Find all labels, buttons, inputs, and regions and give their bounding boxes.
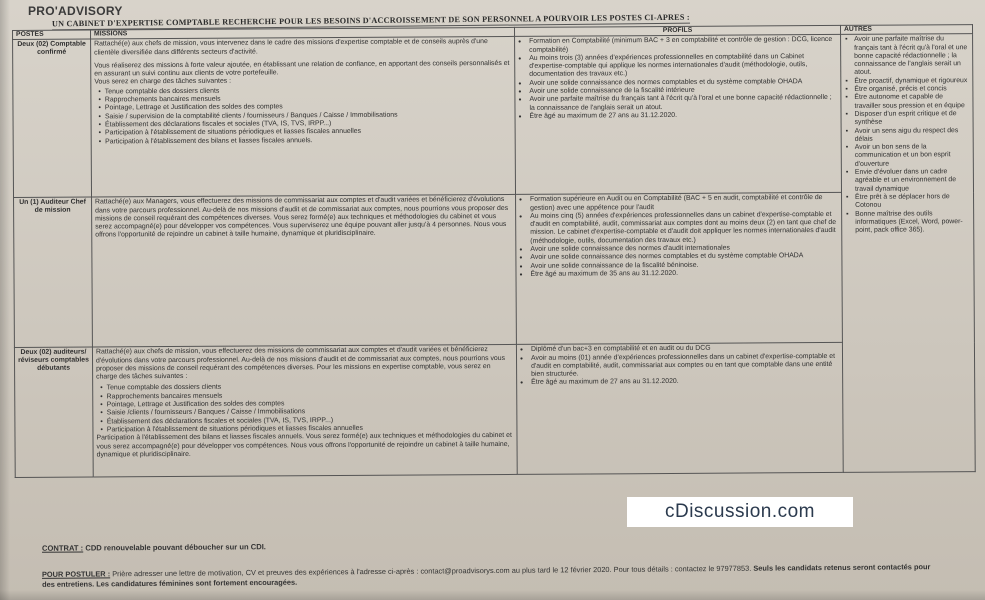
mission-text: Rattaché(e) aux chefs de mission, vous effectuerez des missions de commissariat aux comptes et d'audit variées et bénéficierez d'évolutions dans votre parcours professionnel. Au-delà de nos missions d'audit et de commissariat aux comptes, nous pourrions vous proposer des missions de conseil requérant des compétences diverses. Pour les missions en expertise comptable, vous serez en charge des tâches suivantes : (95, 346, 506, 381)
list-item: ▪ Être proactif, dynamique et rigoureux (844, 77, 969, 86)
apply-text: Prière adresser une lettre de motivation, CV et preuves des expériences à l'adresse ci-après : contact@proadvisorys.com au plus tard le 12 février 2020. Pour tous détails : contactez le 97977853. (110, 563, 752, 579)
list-item: ● Être âgé au maximum de 27 ans au 31.12.2020. (519, 111, 838, 121)
list-item: ▪ Disposer d'un esprit critique et de synthèse (845, 110, 970, 127)
poste-cell: Un (1) Auditeur Chef de mission (14, 197, 93, 347)
list-item: • Tenue comptable des dossiers clients (100, 382, 513, 393)
page-shadow (0, 590, 985, 600)
list-item: ● Avoir une solide connaissance des normes comptables et du système comptable OHADA (519, 252, 838, 262)
table-row (14, 342, 975, 478)
headline: UN CABINET D'EXPERTISE COMPTABLE RECHERCHE POUR LES BESOINS D'ACCROISSEMENT DE SON PERSONNEL A POURVOIR LES POSTES CI-APRES : (51, 12, 690, 29)
list-item: ● Diplômé d'un bac+3 en comptabilité et en audit ou du DCG (520, 344, 839, 354)
list-item: ● Avoir une solide connaissance des normes d'audit internationales (519, 244, 838, 254)
list-item: ● Avoir une solide connaissance de la fiscalité intérieure (518, 86, 837, 96)
list-item: • Saisie /clients / fournisseurs / Banques / Caisse / Immobilisations (100, 407, 513, 418)
poste-cell: Deux (02) auditeurs/ réviseurs comptables débutants (14, 347, 93, 477)
column-header-missions: MISSIONS (91, 27, 515, 39)
column-header-profils: PROFILS (514, 25, 840, 36)
watermark-logo: cDiscussion.com (627, 497, 853, 527)
missions-cell (92, 345, 517, 478)
profile-list (518, 36, 838, 121)
list-item: • Tenue comptable des dossiers clients (98, 86, 511, 97)
list-item: ▪ Être organisé, précis et concis (844, 85, 969, 94)
list-item: • Participation à l'établissement de situations périodiques et liasses fiscales annuelles (100, 424, 513, 435)
page-shadow (0, 0, 10, 600)
contract-text: CDD renouvelable pouvant déboucher sur un CDI. (83, 542, 266, 553)
mission-text: Rattaché(e) aux chefs de mission, vous intervenez dans le cadre des missions d'expertise comptable et de conseils auprès d'une clientèle diversifiée dans différents secteurs d'activité. (94, 38, 488, 57)
list-item: ● Avoir une solide connaissance des normes comptables et du système comptable OHADA (518, 78, 837, 88)
task-list (94, 86, 511, 147)
list-item: ▪ Bonne maîtrise des outils informatiques (Excel, Word, power-point, pack office 365). (845, 210, 970, 236)
list-item: • Rapprochements bancaires mensuels (98, 94, 511, 105)
list-item: • Pointage, Lettrage et Justification des soldes des comptes (100, 399, 513, 410)
mission-text: Rattaché(e) aux Managers, vous effectuerez des missions de commissariat aux comptes et d'audit variées et bénéficierez d'évolutions dans votre parcours professionnel. Au-delà de nos missions d'audit et de commissariat aux comptes, nous pourrions vous proposer des missions de conseil requérant des compétences diverses. Vous serez formé(e) aux techniques et méthodologies du cabinet et vous serez accompagné(e) pour développer vos compétences. Vous superviserez une équipe pouvant aller jusqu'à 4 personnes. Nous vous offrons l'opportunité de rejoindre un cabinet à taille humaine, dynamique et pluridisciplinaire. (95, 196, 509, 239)
other-requirements-list (844, 35, 970, 235)
job-offers-table (12, 24, 976, 478)
profile-list (519, 194, 839, 279)
list-item: • Saisie / supervision de la comptabilité clients / fournisseurs / Banques / Caisse / Immobilisations (99, 111, 512, 122)
table-row (14, 192, 975, 348)
list-item: ▪ Avoir un bon sens de la communication et un bon esprit d'ouverture (845, 143, 970, 169)
list-item: ● Avoir au moins (01) année d'expériences professionnelles dans un cabinet d'expertise-comptable et d'audit en comptabilité, audit, commissariat aux comptes ou en tant que comptable dans une entité bien structurée. (520, 353, 839, 380)
list-item: • Rapprochements bancaires mensuels (100, 391, 513, 402)
list-item: • Participation à l'établissement de situations périodiques et liasses fiscales annuelles (99, 127, 512, 138)
list-item: • Établissement des déclarations fiscales et sociales (TVA, IS, TVS, IRPP...) (100, 416, 513, 427)
poste-cell: Deux (02) Comptable confirmé (13, 39, 92, 197)
list-item: ▪ Avoir un sens aigu du respect des délais (845, 127, 970, 144)
list-item: ● Formation supérieure en Audit ou en Comptabilité (BAC + 5 en audit, comptabilité et contrôle de gestion) avec une appétence pour l'audit (519, 194, 838, 213)
list-item: ● Avoir une solide connaissance de la fiscalité béninoise. (519, 261, 838, 271)
list-item: ▪ Être autonome et capable de travailler sous pression et en équipe (844, 94, 969, 111)
list-item: ● Au moins cinq (5) années d'expériences professionnelles dans un cabinet d'expertise-comptable et d'audit en comptabilité, audit, commissariat aux comptes dont au moins deux (2) en tant que chef de mission. Le cabinet d'expertise-comptable et d'audit doit appliquer les normes internationales d'audit (méthodologie, outils, documentation des travaux etc.) (519, 211, 838, 246)
column-header-autres: AUTRES (840, 25, 972, 35)
profils-cell (516, 193, 843, 345)
list-item: ▪ Être prêt à se déplacer hors de Cotonou (845, 193, 970, 210)
autres-cell (841, 34, 976, 473)
list-item: ● Avoir une parfaite maîtrise du français tant à l'écrit qu'à l'oral et une bonne capacité rédactionnelle ; la connaissance de l'anglais serait un atout. (518, 94, 837, 113)
profils-cell (515, 35, 842, 195)
mission-text: Vous réaliserez des missions à forte valeur ajoutée, en établissant une relation de confiance, en apportant des conseils personnalisés et en assurant un suivi continu aux clients de votre portefeuille. (94, 59, 510, 78)
list-item: ▪ Avoir une parfaite maîtrise du français tant à l'écrit qu'à l'oral et une bonne capacité rédactionnelle ; la connaissance de l'anglais serait un atout. (844, 35, 969, 77)
contract-label: CONTRAT : (41, 543, 84, 553)
apply-label: POUR POSTULER : (41, 569, 111, 579)
profils-cell (516, 343, 843, 475)
list-item: • Établissement des déclarations fiscales et sociales (TVA, IS, TVS, IRPP...) (99, 119, 512, 130)
brand-name: PRO'ADVISORY (28, 4, 123, 18)
contract-line (42, 542, 266, 553)
list-item: ● Au moins trois (3) années d'expériences professionnelles en comptabilité dans un Cabinet d'expertise-comptable qui applique les normes internationales d'audit (méthodologie, outils, documentation des travaux etc.) (518, 53, 837, 80)
list-item: ● Être âgé au maximum de 27 ans au 31.12.2020. (520, 377, 839, 387)
table-row (13, 34, 974, 198)
column-header-postes: POSTES (13, 30, 91, 40)
list-item: • Pointage, Lettrage et Justification des soldes des comptes (98, 102, 511, 113)
list-item: • Participation à l'établissement des bilans et liasses fiscales annuels. (99, 136, 512, 147)
list-item: ● Être âgé au maximum de 35 ans au 31.12.2020. (519, 269, 838, 279)
mission-text: Vous serez en charge des tâches suivantes : (94, 78, 232, 86)
apply-instructions (42, 562, 942, 590)
mission-text: Participation à l'établissement des bilans et liasses fiscales annuels. Vous serez formé(e) aux techniques et méthodologies du cabinet et vous serez accompagné(e) pour développer vos compétences. Nous vous offrons l'opportunité de rejoindre un cabinet à taille humaine, dynamique et pluridisciplinaire. (96, 432, 512, 459)
list-item: ● Formation en Comptabilité (minimum BAC + 3 en comptabilité et contrôle de gestion : DCG, licence comptabilité) (518, 36, 837, 55)
profile-list (520, 344, 839, 387)
apply-note: Seuls les candidats retenus seront contactés pour des entretiens. Les candidatures féminines sont fortement encouragées. (42, 562, 931, 589)
missions-cell (91, 37, 516, 198)
missions-cell (92, 195, 517, 348)
task-list (96, 382, 513, 434)
list-item: ▪ Envie d'évoluer dans un cadre agréable et un environnement de travail dynamique (845, 168, 970, 194)
